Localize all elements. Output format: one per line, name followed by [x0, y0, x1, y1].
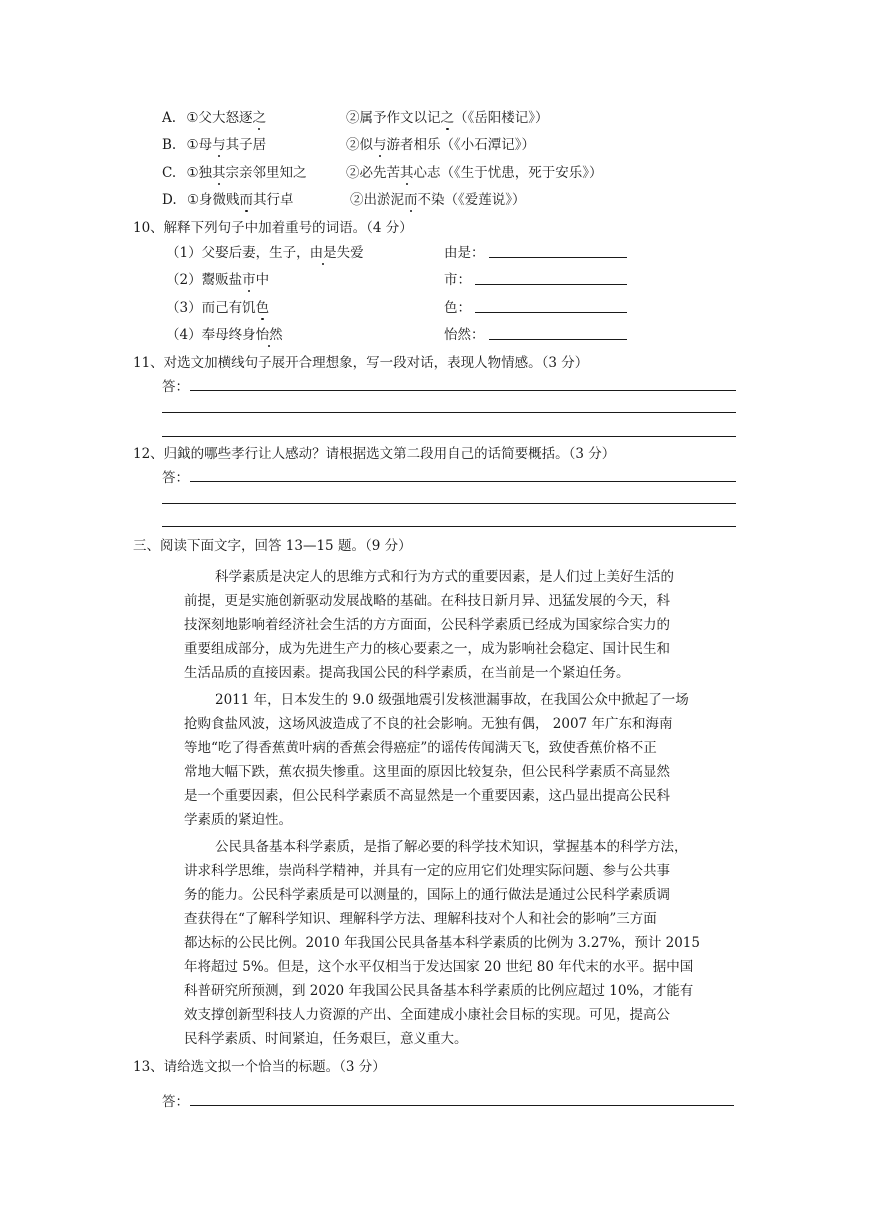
q10-item-4: （4）奉母终身怡然 [166, 323, 283, 343]
answer-label: 答： [162, 470, 189, 486]
answer-line[interactable] [162, 412, 736, 413]
question-12-title: 12、归鉞的哪些孝行让人感动？请根据选文第二段用自己的话简要概括。（3 分） [133, 446, 616, 462]
section-3-title: 三、阅读下面文字，回答 13—15 题。（9 分） [133, 538, 412, 554]
answer-line[interactable] [190, 481, 736, 482]
answer-blank-3[interactable] [475, 312, 627, 313]
answer-line[interactable] [190, 390, 736, 391]
option-b-second: ②似与游者相乐（《小石潭记》） [346, 133, 535, 153]
reading-paragraph-1: 科学素质是决定人的思维方式和行为方式的重要因素，是人们过上美好生活的 前提，更是实施创新驱动发展战略的基础。在科技日新月异、迅猛发展的今天，科 技深刻地影响着经济社会生活的方方面面，公民科学素质已经成为国家综合实力的 重要组成部分，成为先进生产力的核心要素之一，成为影响社会稳定、国计民生和 生活品质的直接因素。提高我国公民的科学素质，在当前是一个紧迫任务。 [184, 569, 674, 681]
answer-blank-2[interactable] [475, 284, 627, 285]
option-c-second: ②必先苦其心志（《生于忧患，死于安乐》） [346, 161, 603, 181]
emphasis-mark: 而 [404, 188, 418, 208]
q10-item-1: （1）父娶后妻，生子，由是失爱 [166, 241, 364, 261]
q10-label-1: 由是： [444, 245, 485, 261]
answer-line[interactable] [190, 1105, 734, 1106]
option-a-second: ②属予作文以记之（《岳阳楼记》） [346, 106, 549, 126]
emphasis-mark: 与 [212, 133, 226, 153]
q10-label-4: 怡然： [444, 327, 485, 343]
answer-label: 答： [162, 1094, 189, 1110]
option-b: B. ①母与其子居 [162, 133, 266, 153]
option-d-second: ②出淤泥而不染（《爱莲说》） [350, 188, 526, 208]
emphasis-mark: 市 [242, 268, 256, 288]
q10-label-3: 色： [444, 300, 471, 316]
option-c: C. ①独其宗亲邻里知之 [162, 161, 307, 181]
answer-line[interactable] [162, 436, 736, 437]
emphasis-mark: 其 [400, 161, 414, 181]
answer-blank-4[interactable] [489, 339, 627, 340]
answer-line[interactable] [162, 526, 736, 527]
emphasis-mark: 之 [441, 106, 455, 126]
q10-label-2: 市： [444, 272, 471, 288]
option-d: D. ①身微贱而其行卓 [162, 188, 294, 208]
emphasis-mark: 由是 [310, 241, 337, 261]
emphasis-mark: 其 [212, 161, 226, 181]
answer-blank-1[interactable] [489, 257, 627, 258]
option-a: A. ①父大怒逐之 [162, 106, 266, 126]
emphasis-mark: 与 [373, 133, 387, 153]
q10-item-2: （2）鬻贩盐市中 [166, 268, 269, 288]
question-13-title: 13、请给选文拟一个恰当的标题。（3 分） [133, 1059, 386, 1075]
reading-paragraph-2: 2011 年，日本发生的 9.0 级强地震引发核泄漏事故，在我国公众中掀起了一场 抢购食盐风波，这场风波造成了不良的社会影响。无独有偶， 2007 年广东和海南 等地“吃了得香蕉黄叶病的香蕉会得癌症”的谣传传闻满天飞，致使香蕉价格不正 常地大幅下跌，蕉农损失惨重。这里面的原因比较复杂，但公民科学素质不高显然 是一个重要因素，但公民科学素质不高显然是一个重要因素，这凸显出提高公民科 学素质的紧迫性。 [184, 692, 689, 828]
answer-label: 答： [162, 379, 189, 395]
question-10-title: 10、解释下列句子中加着重号的词语。（4 分） [133, 220, 413, 236]
emphasis-mark: 而 [240, 188, 254, 208]
question-11-title: 11、对选文加横线句子展开合理想象，写一段对话，表现人物情感。（3 分） [133, 355, 589, 371]
emphasis-mark: 色 [256, 296, 270, 316]
emphasis-mark: 之 [252, 106, 266, 126]
reading-paragraph-3: 公民具备基本科学素质，是指了解必要的科学技术知识，掌握基本的科学方法， 讲求科学思维，崇尚科学精神，并具有一定的应用它们处理实际问题、参与公共事 务的能力。公民科学素质是可以测量的，国际上的通行做法是通过公民科学素质调 查获得在“了解科学知识、理解科学方法、理解科技对个人和社会的影响”三方面 都达标的公民比例。2010 年我国公民具备基本科学素质的比例为 3.27%，预计 2015 年将超过 5%。但是，这个水平仅相当于发达国家 20 世纪 80 年代末的水平。据中国 科普研究所预测，到 2020 年我国公民具备基本科学素质的比例应超过 10%，才能有 效支撑创新型科技人力资源的产出、全面建成小康社会目标的实现。可见，提高公 民科学素质、时间紧迫，任务艰巨，意义重大。 [184, 839, 700, 1047]
answer-line[interactable] [162, 503, 736, 504]
emphasis-mark: 怡然 [256, 323, 283, 343]
q10-item-3: （3）而己有饥色 [166, 296, 269, 316]
